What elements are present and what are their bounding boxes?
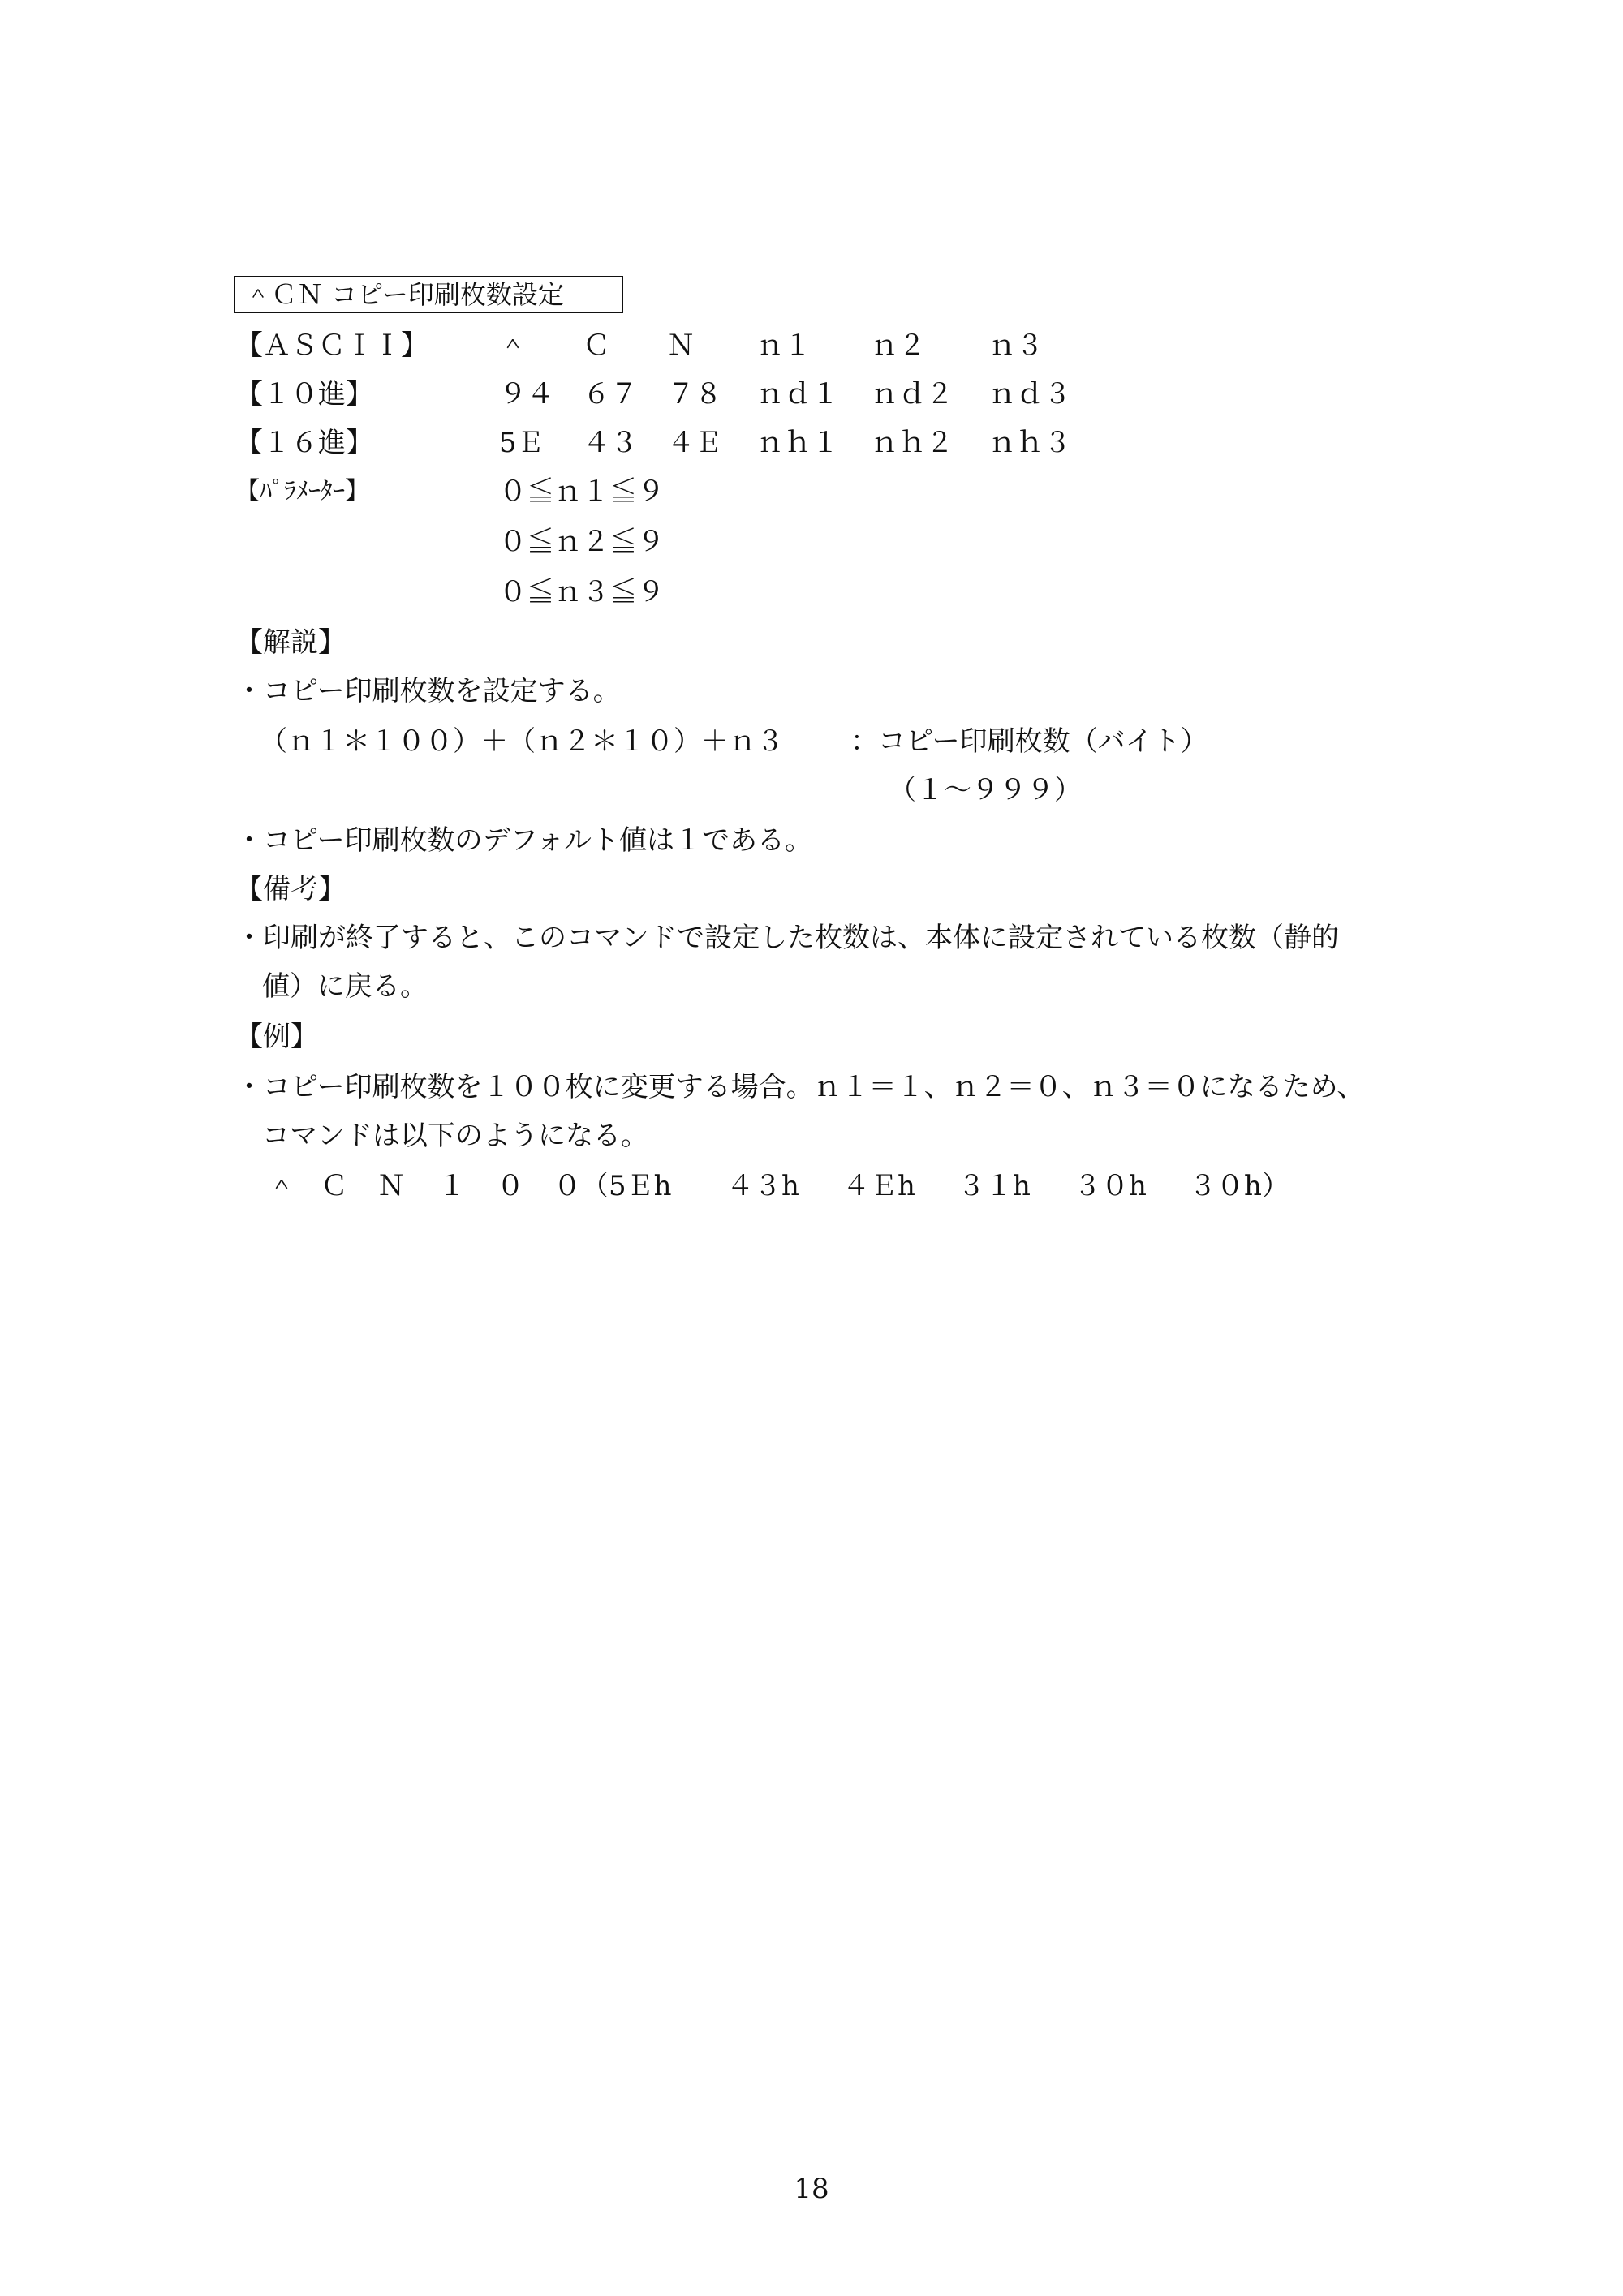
- remarks-heading: 【備考】: [235, 873, 346, 905]
- hex-cell: ４３: [583, 427, 638, 459]
- row-label-hex: 【１６進】: [235, 427, 373, 459]
- explanation-bullet: ・コピー印刷枚数のデフォルト値は１である。: [235, 824, 812, 857]
- example-command-char: ＾: [268, 1170, 295, 1202]
- example-command-hex: ３０h）: [1189, 1170, 1289, 1202]
- dec-cell: ６７: [583, 378, 638, 411]
- remarks-line: ・印刷が終了すると、このコマンドで設定した枚数は、本体に設定されている枚数（静的: [235, 922, 1339, 954]
- explanation-bullet: ・コピー印刷枚数を設定する。: [235, 675, 621, 707]
- row-label-parameter: 【ﾊﾟﾗﾒｰﾀｰ】: [235, 477, 369, 505]
- hex-cell: ｎｈ１: [756, 427, 839, 459]
- dec-cell: ｎｄ２: [871, 378, 954, 411]
- example-line: コマンドは以下のようになる。: [262, 1120, 648, 1152]
- parameter-range: ０≦ｎ３≦９: [499, 576, 665, 608]
- example-command-char: １: [438, 1170, 466, 1202]
- ascii-cell: ｎ３: [988, 329, 1044, 362]
- dec-cell: ９４: [499, 378, 554, 411]
- example-command-hex: ４３h: [726, 1170, 799, 1202]
- row-label-ascii: 【ＡＳＣＩＩ】: [235, 329, 428, 362]
- row-label-decimal: 【１０進】: [235, 378, 373, 411]
- example-heading: 【例】: [235, 1021, 318, 1053]
- remarks-line: 値）に戻る。: [262, 970, 428, 1003]
- example-command-hex: ３０h: [1074, 1170, 1147, 1202]
- hex-cell: 5Ｅ: [499, 427, 545, 459]
- example-command-hex: ３１h: [958, 1170, 1031, 1202]
- example-command-char: Ｎ: [377, 1170, 405, 1202]
- ascii-cell: Ｃ: [583, 329, 610, 362]
- page-number: 18: [794, 2173, 829, 2205]
- command-title-box: [234, 276, 623, 313]
- hex-cell: ４Ｅ: [667, 427, 722, 459]
- formula-description: ：コピー印刷枚数（バイト）: [850, 725, 1208, 758]
- example-command-hex: ０（5Ｅh: [553, 1170, 672, 1202]
- ascii-cell: ｎ２: [871, 329, 926, 362]
- formula-range: （１～９９９）: [889, 774, 1082, 806]
- ascii-cell: ＾: [499, 329, 527, 362]
- formula: （ｎ１＊１００）＋（ｎ２＊１０）＋ｎ３: [260, 725, 784, 758]
- dec-cell: ｎｄ１: [756, 378, 839, 411]
- parameter-range: ０≦ｎ１≦９: [499, 475, 665, 508]
- hex-cell: ｎｈ３: [988, 427, 1071, 459]
- example-line: ・コピー印刷枚数を１００枚に変更する場合。ｎ１＝１、ｎ２＝０、ｎ３＝０になるため、: [235, 1071, 1365, 1103]
- dec-cell: ７８: [667, 378, 722, 411]
- parameter-range: ０≦ｎ２≦９: [499, 526, 665, 558]
- ascii-cell: ｎ１: [756, 329, 812, 362]
- example-command-char: ０: [497, 1170, 524, 1202]
- example-command-char: Ｃ: [321, 1170, 348, 1202]
- example-command-hex: ４Ｅh: [842, 1170, 915, 1202]
- ascii-cell: Ｎ: [667, 329, 695, 362]
- dec-cell: ｎｄ３: [988, 378, 1071, 411]
- hex-cell: ｎｈ２: [871, 427, 954, 459]
- explanation-heading: 【解説】: [235, 626, 346, 659]
- command-title: ＾ＣＮ コピー印刷枚数設定: [245, 279, 564, 310]
